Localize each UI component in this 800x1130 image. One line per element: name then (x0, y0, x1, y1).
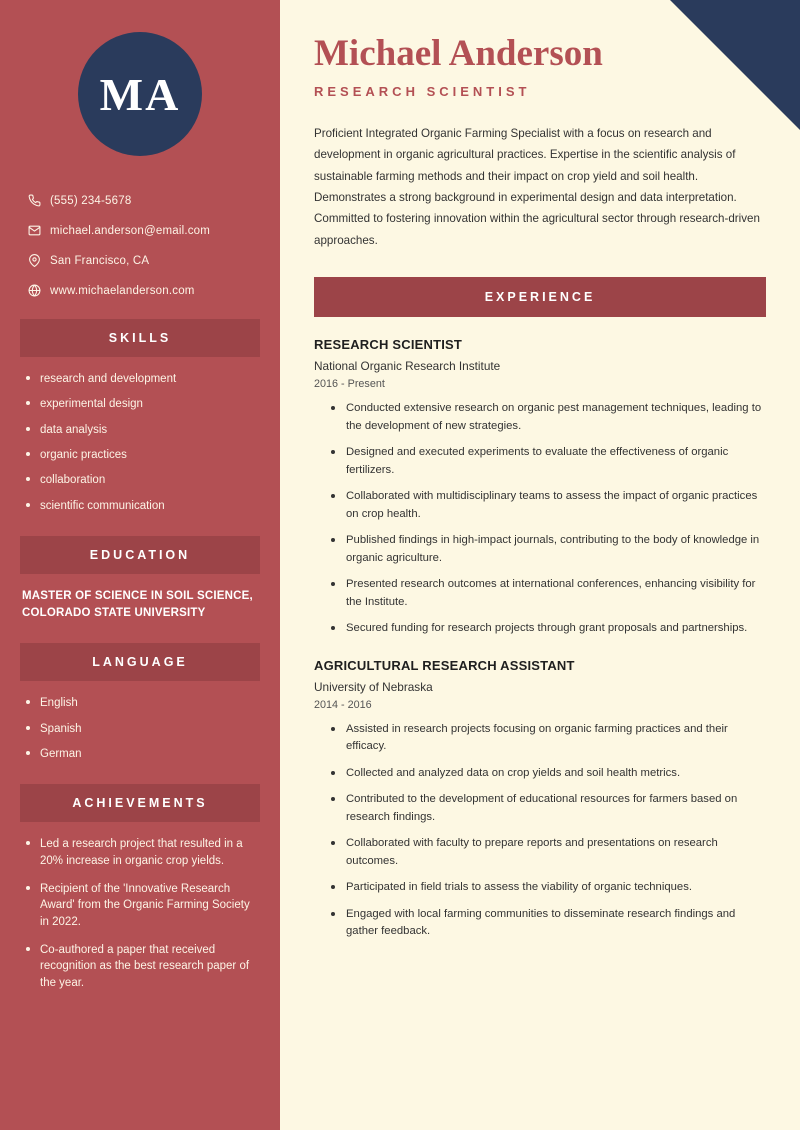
list-item: Collaborated with faculty to prepare reports and presentations on research outcomes. (330, 835, 766, 870)
phone-icon (28, 194, 50, 207)
list-item: scientific communication (24, 498, 260, 514)
avatar-wrapper (20, 32, 260, 156)
job-dates: 2014 - 2016 (314, 698, 372, 711)
job-responsibilities (314, 721, 766, 941)
list-item: collaboration (24, 472, 260, 488)
contact-email-text: michael.anderson@email.com (50, 224, 211, 237)
profile-summary: Proficient Integrated Organic Farming Specialist with a focus on research and development in organic agricultural practices. Expertise in the scientific analysis of sustainable farming methods and their impact on crop yield and soil health. Demonstrates a strong background in experimental design and data interpretation. Committed to fostering innovation within the agricultural sector through research-driven approaches. (314, 126, 760, 247)
contact-item-email (28, 224, 252, 237)
list-item: Co-authored a paper that received recognition as the best research paper of the year. (24, 942, 260, 991)
job-organization: University of Nebraska (314, 679, 433, 694)
experience-entry-2 (314, 658, 766, 941)
list-item: Presented research outcomes at international conferences, enhancing visibility for the Institute. (330, 576, 766, 611)
sidebar (0, 0, 280, 1130)
job-organization: National Organic Research Institute (314, 359, 501, 374)
avatar: MA (78, 32, 202, 156)
experience-entry-1 (314, 337, 766, 638)
job-role-subtitle: RESEARCH SCIENTIST (314, 83, 531, 99)
main-content (280, 0, 800, 1130)
achievements-list (20, 836, 260, 991)
job-dates: 2016 - Present (314, 378, 385, 391)
globe-icon (28, 284, 50, 297)
contact-phone-text: (555) 234-5678 (50, 194, 132, 207)
list-item: English (24, 695, 260, 711)
list-item: Spanish (24, 721, 260, 737)
list-item: Conducted extensive research on organic pest management techniques, leading to the development of new strategies. (330, 400, 766, 435)
contact-list (20, 194, 260, 297)
language-list (20, 695, 260, 762)
list-item: Collaborated with multidisciplinary teams to assess the impact of organic practices on crop health. (330, 488, 766, 523)
list-item: organic practices (24, 447, 260, 463)
list-item: Designed and executed experiments to evaluate the effectiveness of organic fertilizers. (330, 444, 766, 479)
list-item: Published findings in high-impact journals, contributing to the body of knowledge in organic agriculture. (330, 532, 766, 567)
list-item: Secured funding for research projects through grant proposals and partnerships. (330, 620, 766, 638)
skills-list (20, 371, 260, 514)
list-item: experimental design (24, 396, 260, 412)
list-item: research and development (24, 371, 260, 387)
achievements-section-heading: ACHIEVEMENTS (20, 784, 260, 822)
list-item: Assisted in research projects focusing on organic farming practices and their efficacy. (330, 721, 766, 756)
page-title: Michael Anderson (314, 33, 603, 74)
contact-item-phone (28, 194, 252, 207)
contact-item-location (28, 254, 252, 267)
language-section-heading: LANGUAGE (20, 643, 260, 681)
list-item: German (24, 746, 260, 762)
contact-item-website (28, 284, 252, 297)
list-item: Engaged with local farming communities to disseminate research findings and gather feedback. (330, 906, 766, 941)
list-item: Contributed to the development of educational resources for farmers based on research findings. (330, 791, 766, 826)
list-item: Recipient of the 'Innovative Research Award' from the Organic Farming Society in 2022. (24, 881, 260, 930)
list-item: Led a research project that resulted in a 20% increase in organic crop yields. (24, 836, 260, 869)
job-responsibilities (314, 400, 766, 638)
experience-section-heading: EXPERIENCE (314, 277, 766, 317)
contact-website-text: www.michaelanderson.com (50, 284, 195, 297)
list-item: Collected and analyzed data on crop yields and soil health metrics. (330, 765, 766, 783)
contact-location-text: San Francisco, CA (50, 254, 150, 267)
job-title: RESEARCH SCIENTIST (314, 337, 463, 353)
education-entry: MASTER OF SCIENCE IN SOIL SCIENCE, COLORADO STATE UNIVERSITY (22, 589, 253, 619)
location-pin-icon (28, 254, 50, 267)
list-item: Participated in field trials to assess the viability of organic techniques. (330, 879, 766, 897)
job-title: AGRICULTURAL RESEARCH ASSISTANT (314, 657, 575, 673)
envelope-icon (28, 224, 50, 237)
skills-section-heading: SKILLS (20, 319, 260, 357)
education-section-heading: EDUCATION (20, 536, 260, 574)
list-item: data analysis (24, 422, 260, 438)
